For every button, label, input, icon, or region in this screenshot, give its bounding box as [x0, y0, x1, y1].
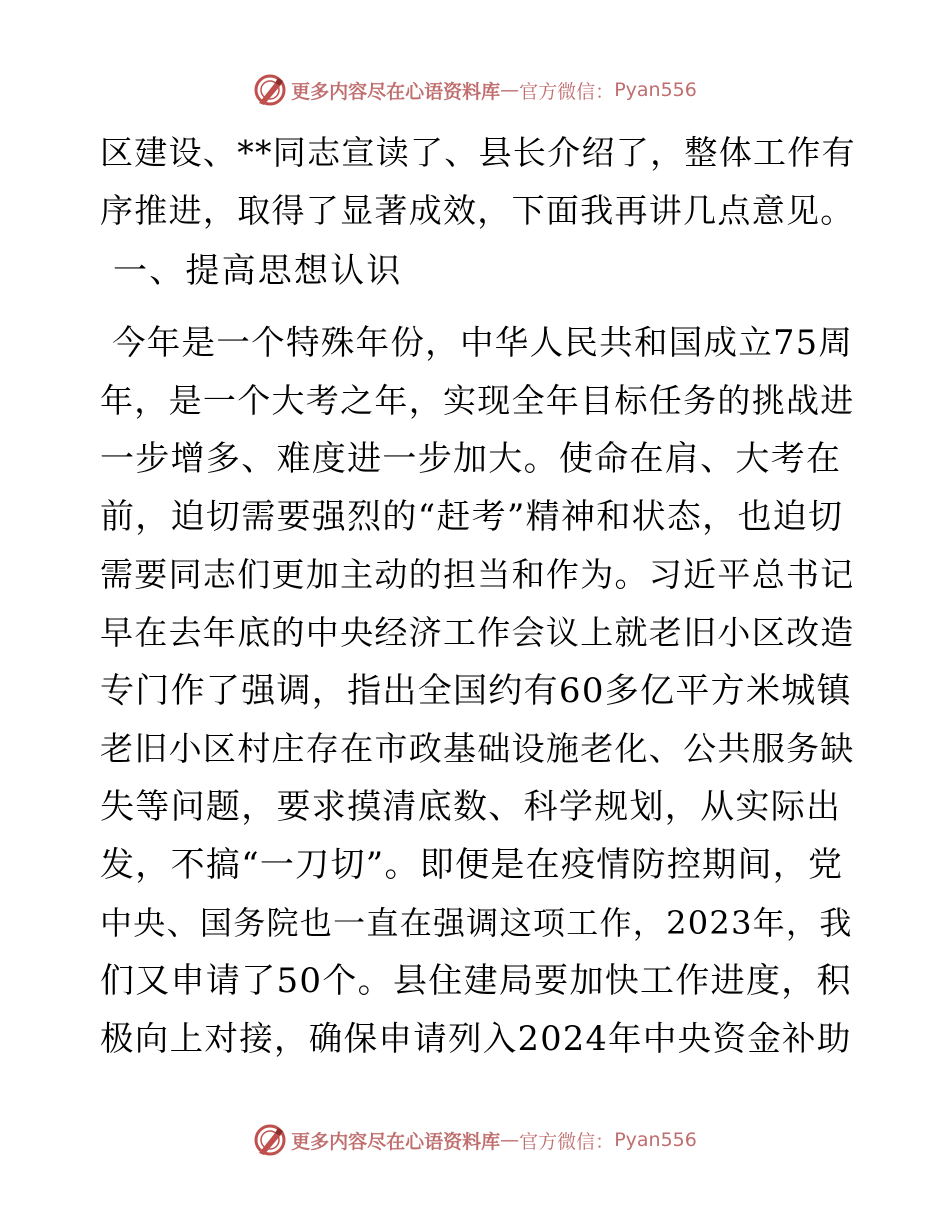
footer-separator: — — [500, 1129, 520, 1151]
text-line: 老旧小区村庄存在市政基础设施老化、公共服务缺 — [100, 729, 855, 768]
text-line: 中央、国务院也一直在强调这项工作，2023年，我 — [100, 904, 853, 942]
text-line: 前，迫切需要强烈的“赶考”精神和状态，也迫切 — [100, 497, 844, 537]
text-line: 失等问题，要求摸清底数、科学规划，从实际出 — [100, 787, 842, 827]
text-line: 极向上对接，确保申请列入2024年中央资金补助 — [100, 1019, 852, 1058]
document-body — [100, 124, 860, 1068]
footer-wechat-label: 官方微信： — [519, 1130, 615, 1153]
text-line: 早在去年底的中央经济工作会议上就老旧小区改造 — [100, 613, 855, 652]
section-heading: 一、提高思想认识 — [100, 251, 403, 291]
header-banner — [0, 70, 950, 110]
text-line: 年，是一个大考之年，实现全年目标任务的挑战进 — [100, 381, 855, 420]
text-line: 需要同志们更加主动的担当和作为。习近平总书记 — [100, 555, 855, 594]
header-wechat-label: 官方微信： — [519, 80, 615, 103]
header-wechat-id: Pyan556 — [614, 79, 697, 101]
footer-brand-text: 更多内容尽在心语资料库 — [291, 1130, 501, 1153]
footer-banner — [0, 1120, 950, 1160]
text-line: 区建设、**同志宣读了、县长介绍了，整体工作有 — [100, 133, 856, 172]
text-line: 今年是一个特殊年份，中华人民共和国成立75周 — [100, 323, 854, 362]
text-line: 发，不搞“一刀切”。即便是在疫情防控期间，党 — [100, 845, 844, 885]
pen-logo-icon — [253, 1123, 287, 1157]
text-line: 专门作了强调，指出全国约有60多亿平方米城镇 — [100, 671, 852, 711]
text-line: 们又申请了50个。县住建局要加快工作进度，积 — [100, 961, 852, 1001]
text-line: 一步增多、难度进一步加大。使命在肩、大考在 — [100, 439, 842, 479]
header-brand-text: 更多内容尽在心语资料库 — [291, 80, 501, 103]
footer-wechat-id: Pyan556 — [614, 1129, 697, 1151]
header-separator: — — [500, 79, 520, 101]
text-line: 序推进，取得了显著成效，下面我再讲几点意见。 — [100, 191, 855, 230]
pen-logo-icon — [253, 73, 287, 107]
